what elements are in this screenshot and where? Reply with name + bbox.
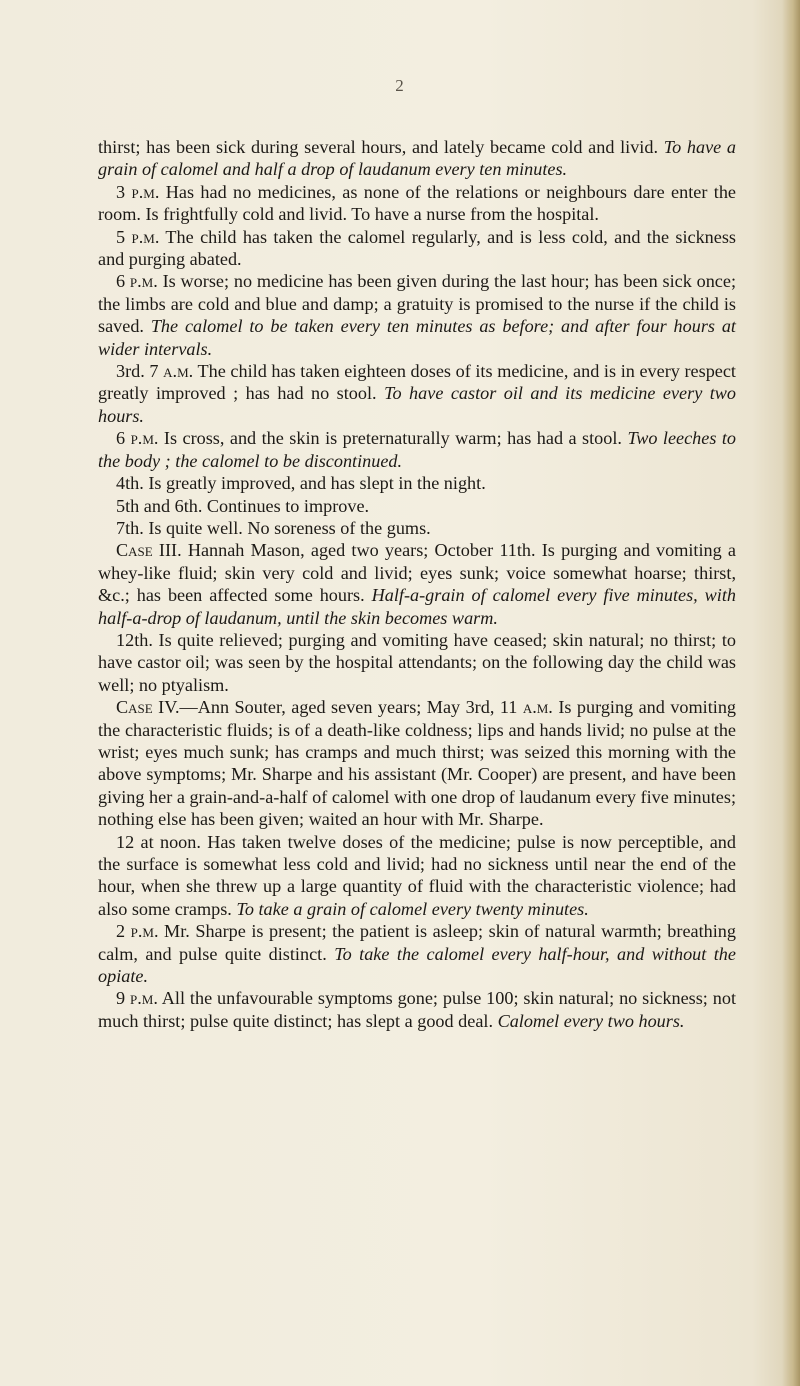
text-run: —Ann Souter, aged seven years; May 3rd, 11 bbox=[179, 697, 523, 718]
text-run: 3 bbox=[116, 181, 132, 202]
paragraph-p1 bbox=[98, 136, 736, 181]
small-caps-text: Case IV. bbox=[116, 697, 180, 718]
italic-instruction: The calomel to be taken every ten minutes as before; and after four hours at wider intervals. bbox=[98, 316, 736, 359]
text-run: The child has taken the calomel regularly, and is less cold, and the sickness and purging abated. bbox=[98, 226, 737, 270]
text-run: Has had no medicines, as none of the relations or neighbours dare enter the room. Is frightfully cold and livid. To have a nurse from the hospital. bbox=[98, 181, 737, 225]
small-caps-text: p.m. bbox=[130, 921, 159, 942]
text-run: 2 bbox=[116, 921, 131, 942]
small-caps-text: p.m. bbox=[130, 988, 158, 1009]
text-run: All the unfavourable symptoms gone; pulse 100; skin natural; no sickness; not much thirst; pulse quite distinct; has slept a good deal. bbox=[98, 988, 736, 1031]
text-run: thirst; has been sick during several hours, and lately became cold and livid. bbox=[98, 137, 664, 157]
paragraph-p15 bbox=[98, 987, 736, 1032]
text-run: 12th. Is quite relieved; purging and vomiting have ceased; skin natural; no thirst; to have castor oil; was seen by the hospital attendants; on the following day the child was well; no ptyalism. bbox=[98, 629, 736, 695]
paragraph-p11 bbox=[98, 629, 736, 696]
paragraph-p2 bbox=[98, 181, 736, 226]
body-text bbox=[98, 136, 736, 1032]
paragraph-p4 bbox=[98, 270, 736, 360]
text-run: 6 bbox=[116, 428, 131, 449]
small-caps-text: Case III. bbox=[116, 540, 182, 561]
text-run: Mr. Sharpe is present; the patient is asleep; skin of natural warmth; breathing calm, and pulse quite distinct. bbox=[98, 921, 736, 964]
paragraph-p13 bbox=[98, 831, 736, 921]
small-caps-text: a.m. bbox=[522, 697, 553, 718]
paragraph-p10 bbox=[98, 539, 736, 629]
paragraph-p12 bbox=[98, 696, 736, 830]
paragraph-p14 bbox=[98, 920, 736, 987]
page-number: 2 bbox=[395, 76, 405, 95]
text-run: 9 bbox=[116, 988, 130, 1009]
text-run: Is worse; no medicine has been given during the last hour; has been sick once; the limbs are cold and blue and damp; a gratuity is promised to the nurse if the child is saved. bbox=[98, 271, 737, 337]
text-run: Hannah Mason, aged two years; October 11th. Is purging and vomiting a whey-like fluid; skin very cold and livid; eyes sunk; voice somewhat hoarse; thirst, &c.; has been affected some hours. bbox=[98, 540, 736, 606]
italic-instruction: To take a grain of calomel every twenty minutes. bbox=[236, 898, 589, 919]
italic-instruction: Calomel every two hours. bbox=[497, 1010, 685, 1031]
paragraph-p7 bbox=[98, 472, 736, 494]
small-caps-text: p.m. bbox=[131, 226, 160, 247]
text-run: 12 at noon. Has taken twelve doses of the medicine; pulse is now perceptible, and the surface is somewhat less cold and livid; had no sickness until near the end of the hour, when she threw up a large quantity of fluid with the characteristic violence; had also some cramps. bbox=[98, 831, 736, 919]
text-run: 3rd. 7 bbox=[116, 361, 164, 382]
page-edge bbox=[782, 0, 800, 1386]
paragraph-p6 bbox=[98, 427, 736, 472]
small-caps-text: p.m. bbox=[130, 428, 159, 449]
text-run: The child has taken eighteen doses of its medicine, and is in every respect greatly improved ; has had no stool. bbox=[98, 361, 736, 404]
italic-instruction: To take the calomel every half-hour, and without the opiate. bbox=[98, 943, 736, 987]
paragraph-p8 bbox=[98, 495, 736, 517]
paragraph-p3 bbox=[98, 226, 736, 271]
small-caps-text: p.m. bbox=[131, 181, 160, 202]
italic-instruction: Half-a-grain of calomel every five minutes, with half-a-drop of laudanum, until the skin becomes warm. bbox=[98, 585, 736, 628]
italic-instruction: To have castor oil and its medicine every two hours. bbox=[98, 383, 736, 426]
small-caps-text: a.m. bbox=[163, 361, 194, 382]
paragraph-p5 bbox=[98, 360, 736, 427]
text-run: Is cross, and the skin is preternaturally warm; has had a stool. bbox=[158, 428, 628, 449]
italic-instruction: To have a grain of calomel and half a drop of laudanum every ten minutes. bbox=[98, 137, 736, 180]
text-run: 4th. Is greatly improved, and has slept in the night. bbox=[116, 473, 486, 494]
text-run: 5 bbox=[116, 226, 132, 247]
small-caps-text: p.m. bbox=[129, 271, 158, 292]
italic-instruction: Two leeches to the body ; the calomel to be discontinued. bbox=[98, 428, 737, 471]
text-run: Is purging and vomiting the characteristic fluids; is of a death-like coldness; lips and hands livid; no pulse at the wrist; eyes much sunk; has cramps and much thirst; was seized this morning with the above symptoms; Mr. Sharpe and his assistant (Mr. Cooper) are present, and have been giving her a grain-and-a-half of calomel with one drop of laudanum every five minutes; nothing else has been given; waited an hour with Mr. Sharpe. bbox=[98, 697, 737, 830]
text-run: 5th and 6th. Continues to improve. bbox=[116, 495, 370, 516]
text-run: 6 bbox=[116, 271, 130, 292]
paragraph-p9 bbox=[98, 517, 736, 539]
text-run: 7th. Is quite well. No soreness of the gums. bbox=[116, 517, 431, 538]
